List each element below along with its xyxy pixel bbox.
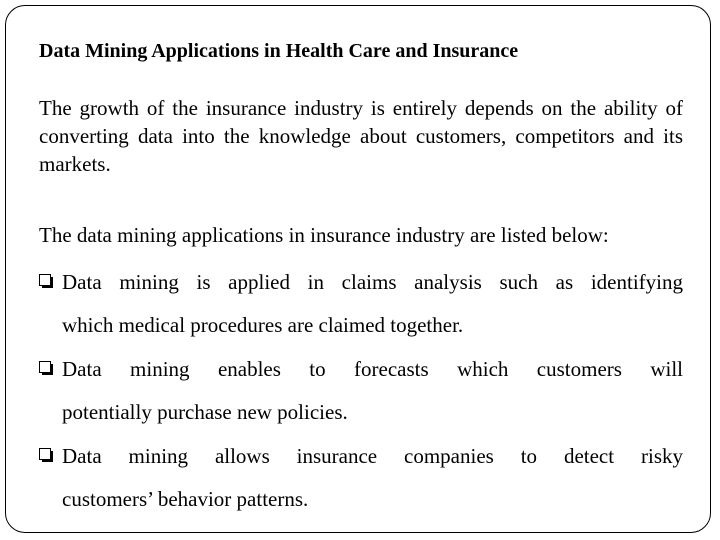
bullet-text-line2: potentially purchase new policies. — [62, 400, 348, 424]
bullet-text-line1: Data mining allows insurance companies to detect risky — [62, 444, 683, 468]
slide-title: Data Mining Applications in Health Care and Insurance — [39, 40, 519, 62]
bullet-item — [39, 348, 683, 434]
bullet-text-line1: Data mining enables to forecasts which customers will — [62, 357, 683, 381]
bullet-text-line2: customers’ behavior patterns. — [62, 487, 309, 511]
bullet-item — [39, 261, 683, 347]
bullet-text-line1: Data mining is applied in claims analysis such as identifying — [62, 270, 683, 294]
checkbox-square-icon — [39, 448, 53, 462]
bullet-text-line2: which medical procedures are claimed together. — [62, 313, 464, 337]
checkbox-square-icon — [39, 361, 53, 375]
list-lead-text: The data mining applications in insurance industry are listed below: — [39, 223, 609, 247]
bullet-item — [39, 435, 683, 521]
checkbox-square-icon — [39, 274, 53, 288]
intro-paragraph: The growth of the insurance industry is entirely depends on the ability of converting data into the knowledge about customers, competitors and its markets. — [39, 96, 683, 176]
slide-frame — [5, 5, 711, 533]
